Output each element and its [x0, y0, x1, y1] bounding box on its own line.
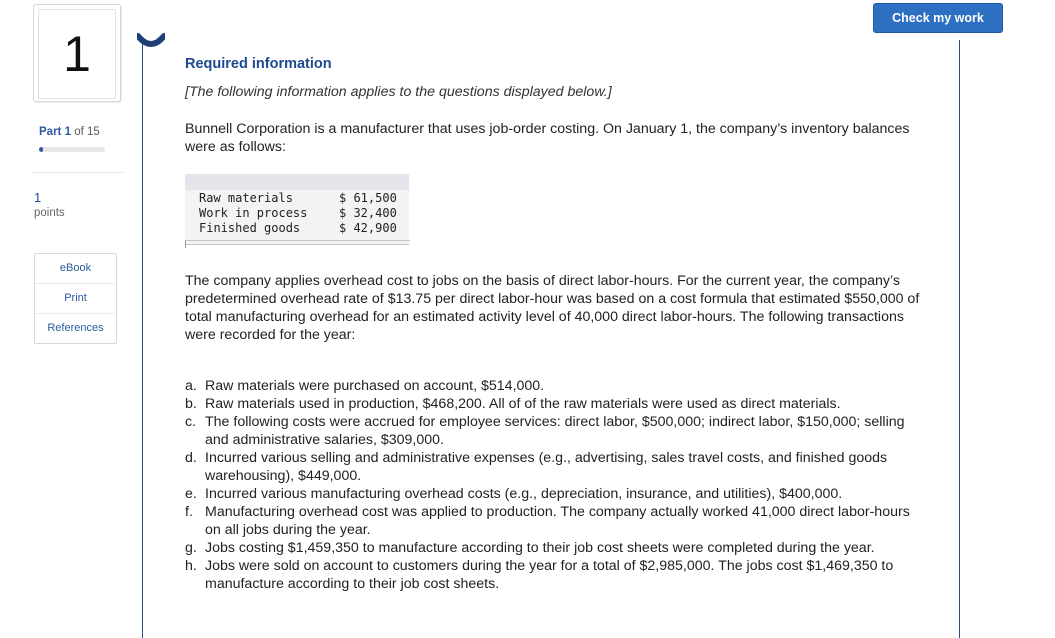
ebook-button[interactable]: eBook [35, 254, 116, 284]
list-item [185, 557, 925, 593]
table-row [185, 191, 409, 206]
item-text: Raw materials used in production, $468,200. All of of the raw materials were used as direct materials. [205, 396, 841, 412]
question-number-card [33, 4, 121, 102]
inventory-amount: $ 42,900 [339, 221, 397, 235]
part-progress-bar [39, 147, 105, 152]
transactions-list [185, 377, 925, 593]
inventory-amount: $ 32,400 [339, 206, 397, 220]
list-item [185, 395, 925, 413]
inventory-name: Work in process [199, 206, 308, 220]
item-letter: c. [185, 414, 197, 430]
table-row [185, 221, 409, 236]
check-my-work-button[interactable]: Check my work [873, 3, 1003, 33]
item-text: Incurred various selling and administrative expenses (e.g., advertising, sales travel costs, and finished goods warehousing), $449,000. [205, 450, 888, 484]
content-border-left [142, 38, 143, 638]
item-text: Raw materials were purchased on account, $514,000. [205, 378, 545, 394]
required-info-title: Required information [185, 56, 332, 72]
content-border-right [959, 40, 960, 638]
part-word: Part [39, 126, 62, 138]
overhead-paragraph: The company applies overhead cost to jobs on the basis of direct labor-hours. For the current year, the company’s predetermined overhead rate of $13.75 per direct labor-hour was based on a cost formula that estimated $550,000 of total manufacturing overhead for an estimated activity level of 40,000 direct labor-hours. The following transactions were recorded for the year: [185, 273, 920, 343]
item-text: Incurred various manufacturing overhead costs (e.g., depreciation, insurance, and utilities), $400,000. [205, 486, 843, 502]
item-text: Jobs costing $1,459,350 to manufacture according to their job cost sheets were completed during the year. [205, 540, 875, 556]
section-marker-icon [137, 28, 165, 48]
list-item [185, 449, 925, 485]
resource-toolbox [34, 253, 117, 344]
inventory-name: Raw materials [199, 191, 293, 205]
sidebar-divider [33, 172, 123, 173]
item-text: Jobs were sold on account to customers during the year for a total of $2,985,000. The jobs cost $1,469,350 to manufacture according to their job cost sheets. [205, 558, 894, 592]
inventory-amount: $ 61,500 [339, 191, 397, 205]
item-letter: g. [185, 540, 197, 556]
list-item [185, 377, 925, 395]
table-bottom-rule [185, 240, 410, 248]
item-letter: f. [185, 504, 193, 520]
list-item [185, 539, 925, 557]
list-item [185, 503, 925, 539]
question-number: 1 [38, 9, 116, 99]
table-row [185, 206, 409, 221]
intro-paragraph: Bunnell Corporation is a manufacturer that uses job-order costing. On January 1, the company’s inventory balances were as follows: [185, 121, 910, 155]
points-label: points [34, 207, 65, 219]
item-text: The following costs were accrued for employee services: direct labor, $500,000; indirect labor, $150,000; selling and administrative salaries, $309,000. [205, 414, 905, 448]
part-progress-fill [39, 147, 43, 152]
part-total: of 15 [74, 126, 100, 138]
list-item [185, 413, 925, 449]
inventory-table [185, 174, 409, 245]
required-info-note: [The following information applies to the questions displayed below.] [185, 84, 612, 100]
item-letter: h. [185, 558, 197, 574]
item-text: Manufacturing overhead cost was applied to production. The company actually worked 41,000 direct labor-hours on all jobs during the year. [205, 504, 910, 538]
item-letter: d. [185, 450, 197, 466]
inventory-name: Finished goods [199, 221, 301, 235]
print-button[interactable]: Print [35, 284, 116, 314]
item-letter: a. [185, 378, 197, 394]
list-item [185, 485, 925, 503]
part-current: 1 [64, 126, 71, 138]
item-letter: e. [185, 486, 197, 502]
item-letter: b. [185, 396, 197, 412]
part-indicator [39, 126, 100, 138]
references-button[interactable]: References [47, 322, 104, 334]
points-value: 1 [34, 190, 42, 205]
